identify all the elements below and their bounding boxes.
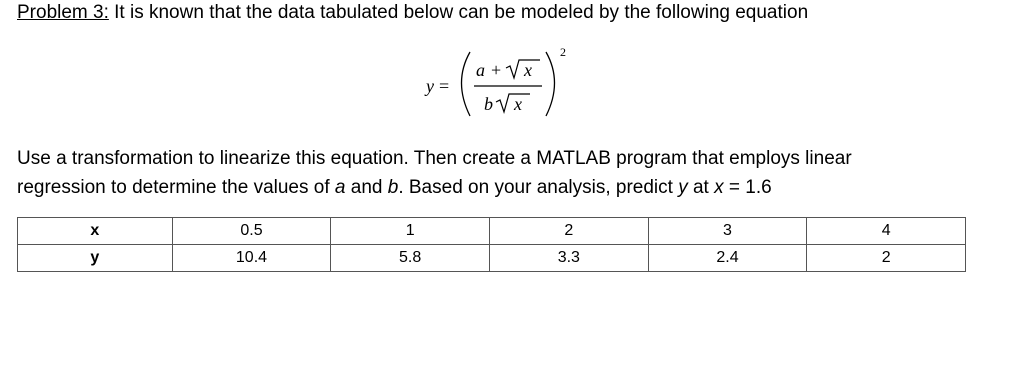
variable-y: y — [678, 177, 688, 198]
problem-statement: It is known that the data tabulated below can be modeled by the following equation — [114, 2, 809, 23]
table-cell: 3 — [648, 218, 807, 245]
equation-exponent: 2 — [560, 45, 566, 59]
right-paren — [546, 52, 555, 116]
variable-x: x — [714, 177, 724, 198]
numerator-sqrt-sign — [506, 60, 540, 78]
problem-label: Problem 3: — [17, 2, 109, 23]
table-cell: 1 — [331, 218, 490, 245]
equation-equals: = — [439, 76, 450, 96]
line2-text-2: and — [345, 177, 388, 198]
row-header-y: y — [18, 245, 173, 272]
denominator-radicand: x — [514, 94, 522, 114]
table-cell: 3.3 — [490, 245, 649, 272]
numerator-a: a — [476, 60, 485, 80]
table-cell: 10.4 — [172, 245, 331, 272]
instructions-paragraph — [17, 144, 1007, 202]
left-paren — [462, 52, 471, 116]
denominator-b: b — [484, 94, 493, 114]
problem-heading — [17, 2, 808, 24]
table-cell: 4 — [807, 218, 966, 245]
variable-a: a — [334, 177, 346, 198]
denominator-sqrt-sign — [496, 94, 530, 112]
line2-text-1: regression to determine the values of — [17, 177, 335, 198]
table-row-x — [18, 218, 966, 245]
line2-text-4: at — [687, 177, 715, 198]
table-cell: 2 — [807, 245, 966, 272]
equation-lhs: y — [426, 76, 434, 96]
variable-b: b — [387, 177, 399, 198]
table-row-y — [18, 245, 966, 272]
table-cell: 2 — [490, 218, 649, 245]
instructions-line-1: Use a transformation to linearize this equation. Then create a MATLAB program that employs linear — [17, 148, 852, 169]
data-table — [17, 217, 966, 272]
table-cell: 5.8 — [331, 245, 490, 272]
line2-text-3: . Based on your analysis, predict — [398, 177, 679, 198]
instructions-line-2 — [17, 173, 1007, 202]
row-header-x: x — [18, 218, 173, 245]
table-cell: 2.4 — [648, 245, 807, 272]
model-equation — [418, 44, 578, 120]
table-cell: 0.5 — [172, 218, 331, 245]
equation-graphic — [418, 44, 578, 120]
numerator-plus: + — [491, 60, 502, 80]
line2-text-5: = 1.6 — [723, 177, 772, 198]
numerator-radicand: x — [524, 60, 532, 80]
